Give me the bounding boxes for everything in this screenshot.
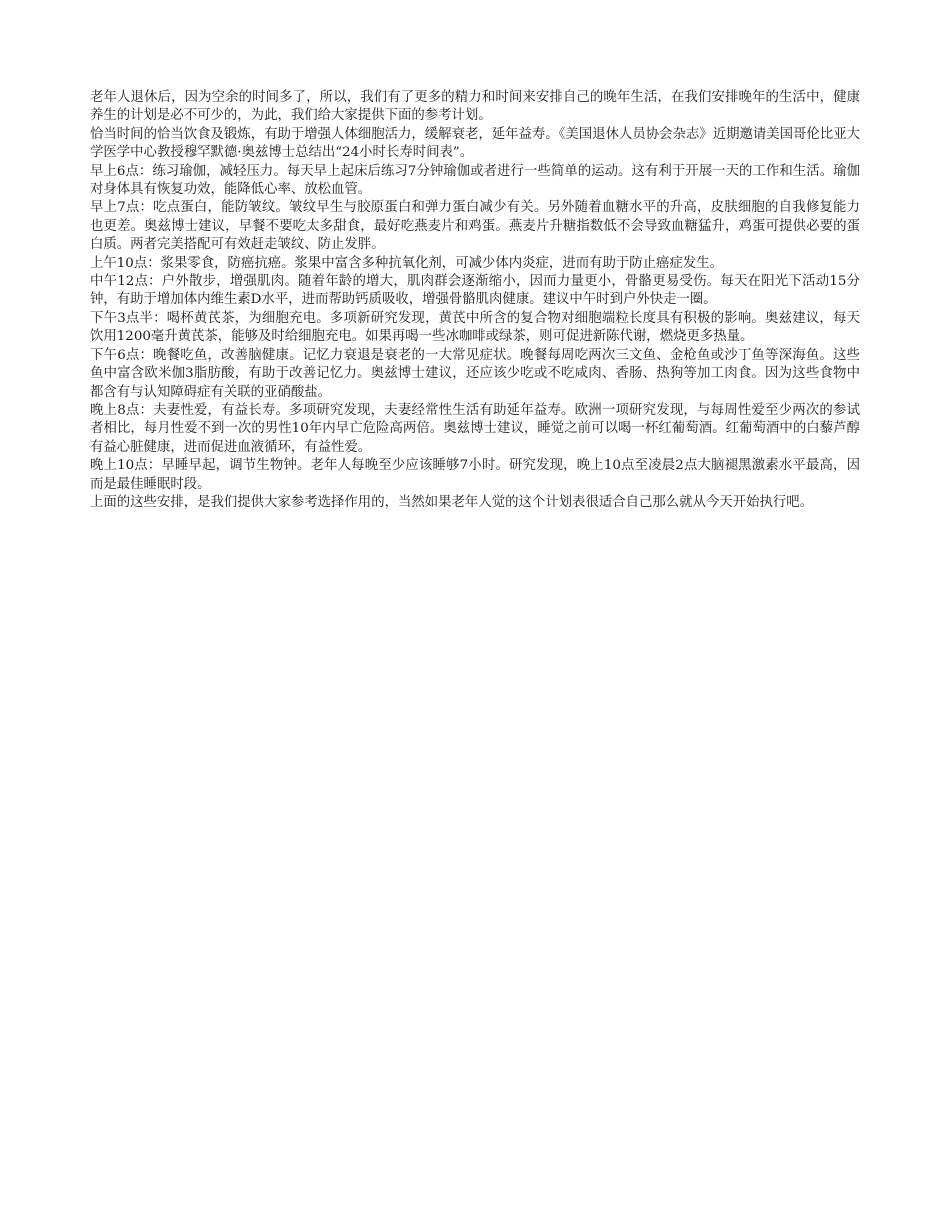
closing-paragraph: 上面的这些安排，是我们提供大家参考选择作用的，当然如果老年人觉的这个计划表很适合自己那么就从今天开始执行吧。: [90, 494, 814, 510]
document-body: [90, 89, 860, 512]
schedule-10am-paragraph: 上午10点：浆果零食，防癌抗癌。浆果中富含多种抗氧化剂，可减少体内炎症，进而有助于防止癌症发生。: [90, 255, 724, 271]
background-paragraph: 恰当时间的恰当饮食及锻炼，有助于增强人体细胞活力，缓解衰老，延年益寿。《美国退休人员协会杂志》近期邀请美国哥伦比亚大学医学中心教授穆罕默德·奥兹博士总结出“24小时长寿时间表”。: [90, 126, 860, 161]
schedule-6am-paragraph: 早上6点：练习瑜伽，减轻压力。每天早上起床后练习7分钟瑜伽或者进行一些简单的运动。这有利于开展一天的工作和生活。瑜伽对身体具有恢复功效，能降低心率、放松血管。: [90, 163, 860, 198]
schedule-10pm-paragraph: 晚上10点：早睡早起，调节生物钟。老年人每晚至少应该睡够7小时。研究发现，晚上10点至凌晨2点大脑褪黑激素水平最高，因而是最佳睡眠时段。: [90, 458, 860, 492]
schedule-6pm-paragraph: 下午6点：晚餐吃鱼，改善脑健康。记忆力衰退是衰老的一大常见症状。晚餐每周吃两次三文鱼、金枪鱼或沙丁鱼等深海鱼。这些鱼中富含欧米伽3脂肪酸，有助于改善记忆力。奥兹博士建议，还应该少吃或不吃咸肉、香肠、热狗等加工肉食。因为这些食物中都含有与认知障碍症有关联的亚硝酸盐。: [90, 347, 860, 400]
intro-paragraph: 老年人退休后，因为空余的时间多了，所以，我们有了更多的精力和时间来安排自己的晚年生活，在我们安排晚年的生活中，健康养生的计划是必不可少的，为此，我们给大家提供下面的参考计划。: [90, 90, 860, 124]
schedule-noon-paragraph: 中午12点：户外散步，增强肌肉。随着年龄的增大，肌肉群会逐渐缩小，因而力量更小，骨骼更易受伤。每天在阳光下活动15分钟，有助于增加体内维生素D水平，进而帮助钙质吸收，增强骨骼肌肉健康。建议中午时到户外快走一圈。: [90, 274, 860, 308]
schedule-8pm-paragraph: 晚上8点：夫妻性爱，有益长寿。多项研究发现，夫妻经常性生活有助延年益寿。欧洲一项研究发现，与每周性爱至少两次的参试者相比，每月性爱不到一次的男性10年内早亡危险高两倍。奥兹博士建议，睡觉之前可以喝一杯红葡萄酒。红葡萄酒中的白藜芦醇有益心脏健康，进而促进血液循环，有益性爱。: [90, 402, 860, 455]
schedule-330pm-paragraph: 下午3点半：喝杯黄芪茶，为细胞充电。多项新研究发现，黄芪中所含的复合物对细胞端粒长度具有积极的影响。奥兹建议，每天饮用1200毫升黄芪茶，能够及时给细胞充电。如果再喝一些冰咖啡或绿茶，则可促进新陈代谢，燃烧更多热量。: [90, 310, 860, 345]
schedule-7am-paragraph: 早上7点：吃点蛋白，能防皱纹。皱纹早生与胶原蛋白和弹力蛋白减少有关。另外随着血糖水平的升高，皮肤细胞的自我修复能力也更差。奥兹博士建议，早餐不要吃太多甜食，最好吃燕麦片和鸡蛋。燕麦片升糖指数低不会导致血糖猛升，鸡蛋可提供必要的蛋白质。两者完美搭配可有效赶走皱纹、防止发胖。: [90, 200, 860, 253]
